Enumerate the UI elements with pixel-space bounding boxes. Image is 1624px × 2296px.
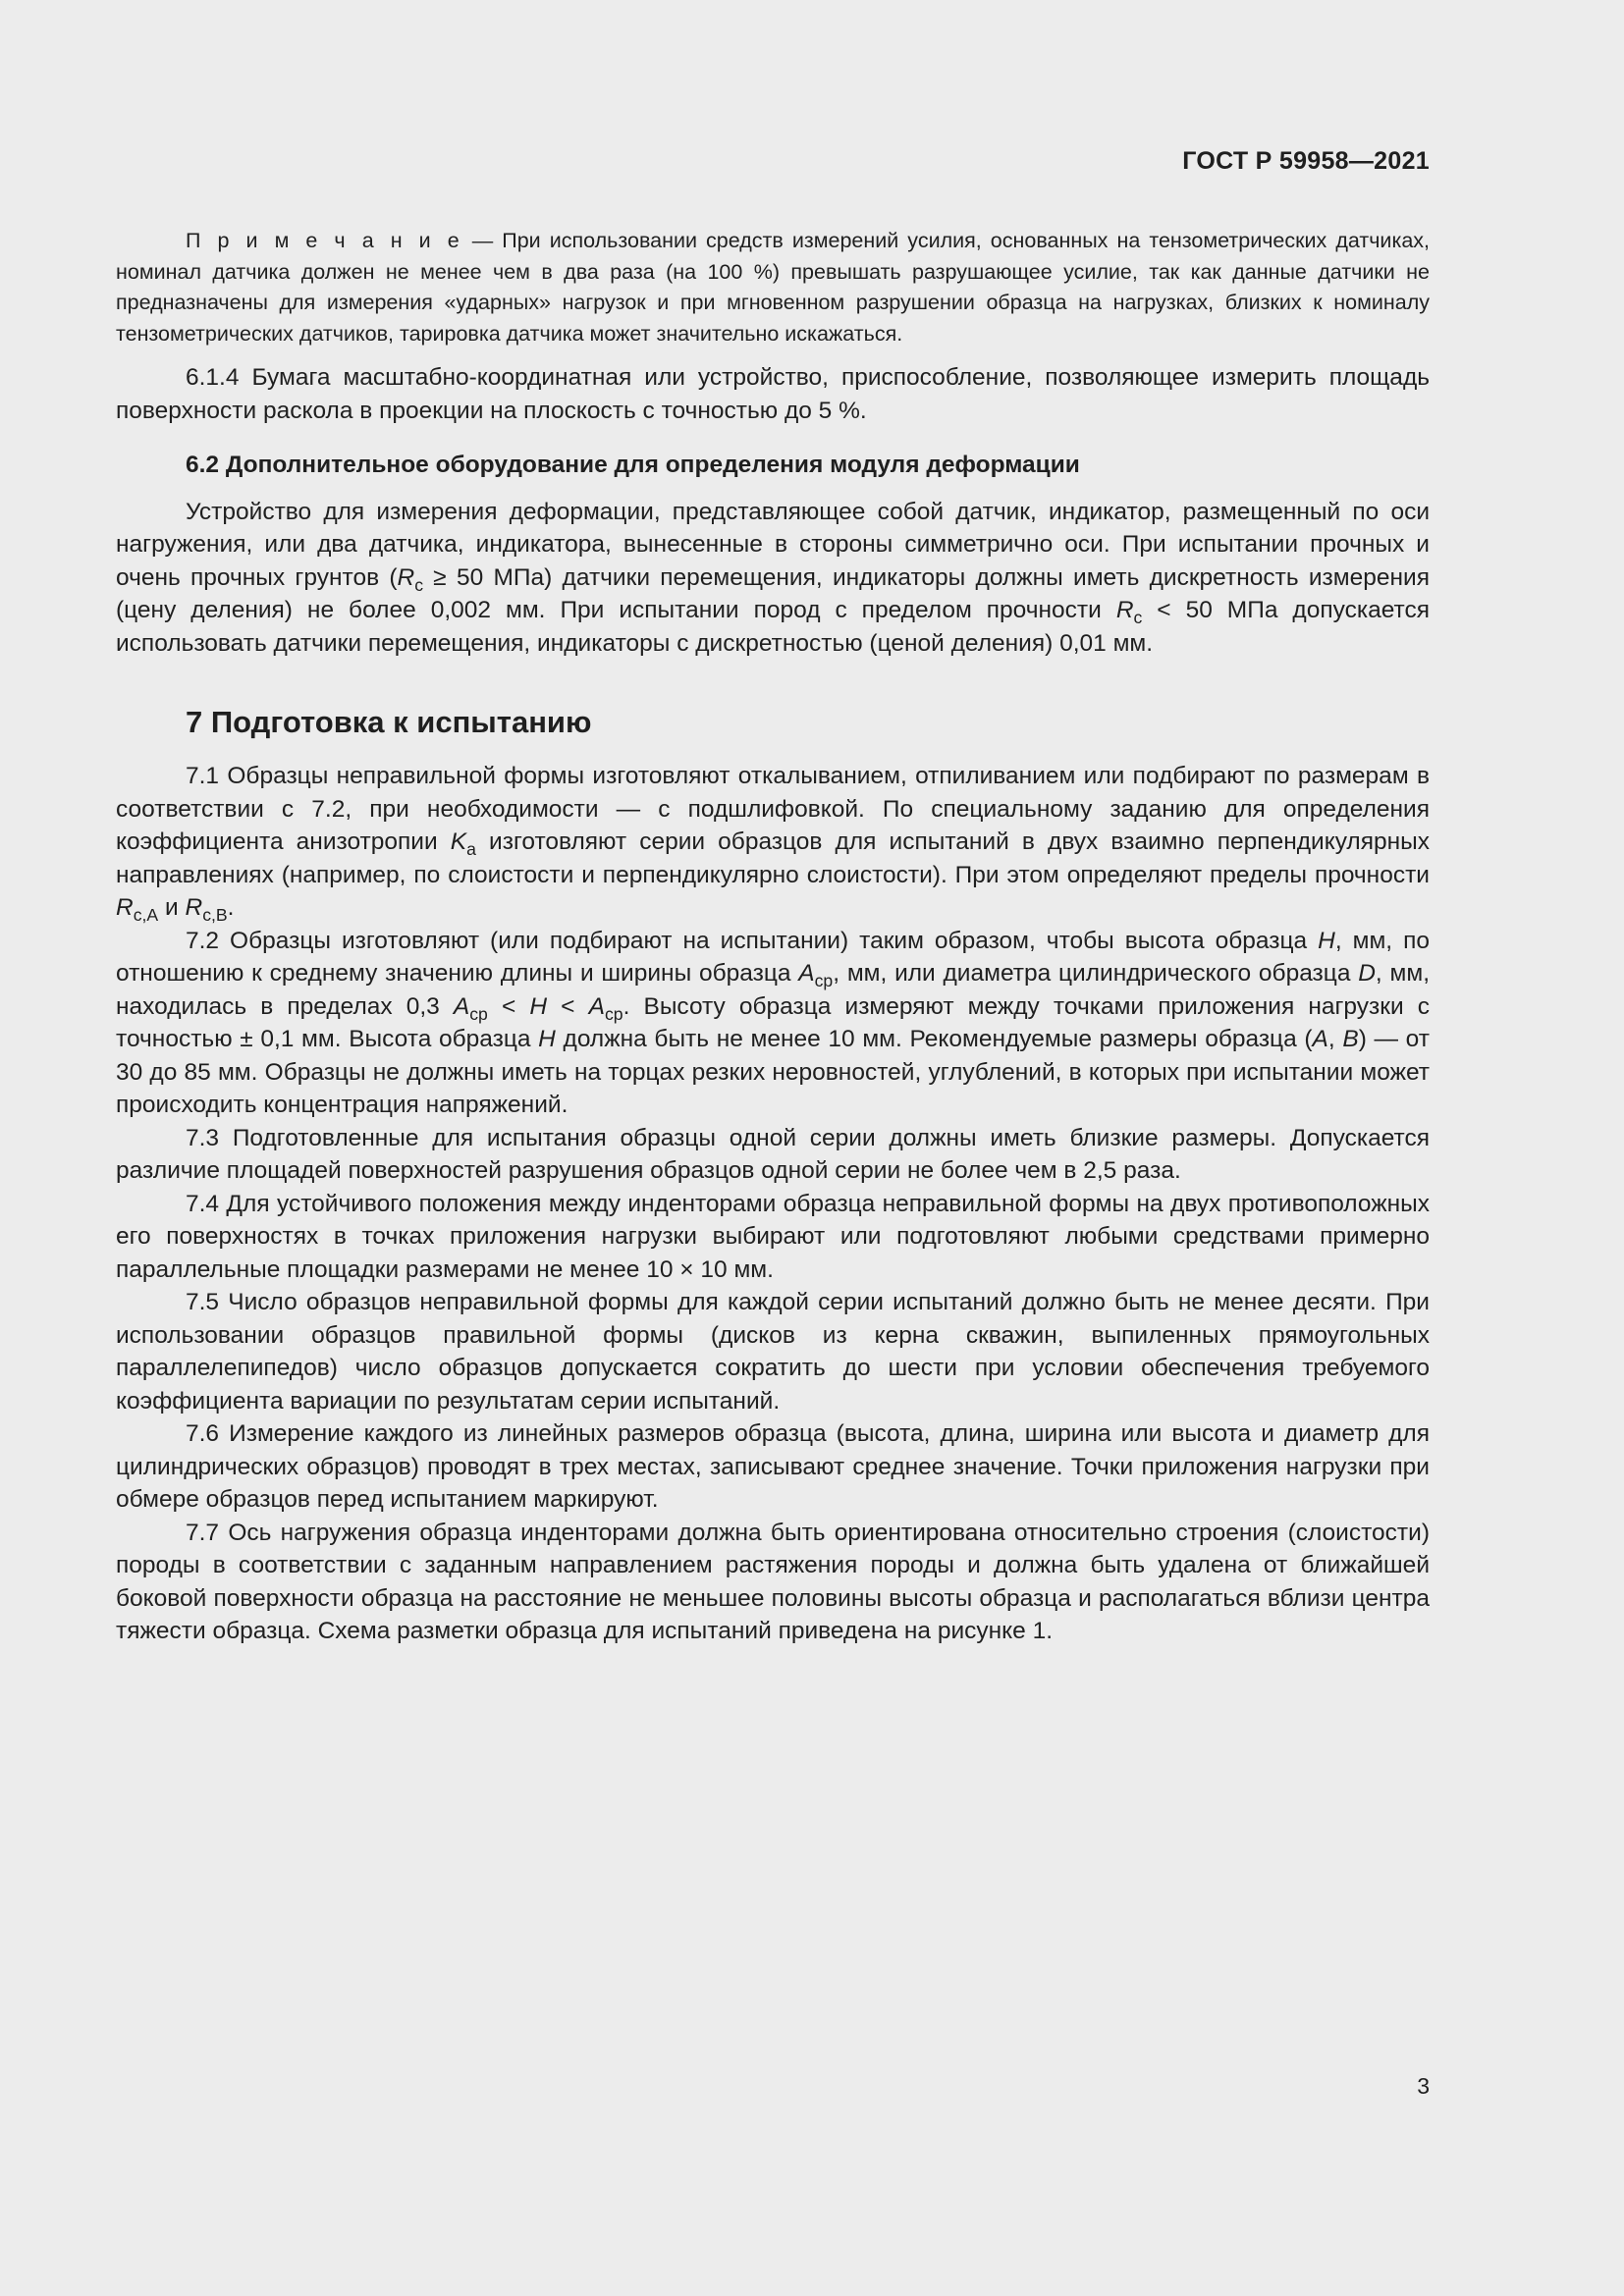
paragraph-6-1-4: 6.1.4 Бумага масштабно-координатная или устройство, приспособление, позволяющее измерить площадь поверхности раскола в проекции на плоскость с точностью до 5 %. xyxy=(116,364,1430,424)
note-text: — При использовании средств измерений усилия, основанных на тензометрических датчиках, номинал датчика должен не менее чем в два раза (на 100 %) превышать разрушающее усилие, так как данные датчики не предназначены для измерения «ударных» нагрузок и при мгновенном разрушении образца на нагрузках, близких к номиналу тензометрических датчиков, тарировка датчика может значительно искажаться. xyxy=(116,229,1430,346)
paragraph-7-6: 7.6 Измерение каждого из линейных размеров образца (высота, длина, ширина или высота и диаметр для цилиндрических образцов) проводят в трех местах, записывают среднее значение. Точки приложения нагрузки при обмере образцов перед испытанием маркируют. xyxy=(116,1420,1430,1513)
paragraph-7-3: 7.3 Подготовленные для испытания образцы одной серии должны иметь близкие размеры. Допускается различие площадей поверхностей разрушения образцов одной серии не более чем в 2,5 раза. xyxy=(116,1124,1430,1184)
paragraph-7-7: 7.7 Ось нагружения образца инденторами должна быть ориентирована относительно строения (слоистости) породы в соответствии с заданным направлением растяжения породы и должна быть удалена от ближайшей боковой поверхности образца на расстояние не меньшее половины высоты образца и располагаться вблизи центра тяжести образца. Схема разметки образца для испытаний приведена на рисунке 1. xyxy=(116,1519,1430,1644)
page-number: 3 xyxy=(1417,2073,1430,2099)
subheading-6-2: 6.2 Дополнительное оборудование для определения модуля деформации xyxy=(186,452,1080,478)
paragraph-7-4: 7.4 Для устойчивого положения между инденторами образца неправильной формы на двух противоположных его поверхностях в точках приложения нагрузки выбирают или подготовляют любыми средствами примерно параллельные площадки размерами не менее 10 × 10 мм. xyxy=(116,1190,1430,1283)
paragraph-6-2: Устройство для измерения деформации, представляющее собой датчик, индикатор, размещенный по оси нагружения, или два датчика, индикатора, вынесенные в стороны симметрично оси. При испытании прочных и очень прочных грунтов ($R_c \ge 50$ МПа) датчики перемещения, индикаторы должны иметь дискретность измерения (цену деления) не более 0,002 мм. При испытании пород с пределом прочности $R_c < 50$ МПа допускается использовать датчики перемещения, индикаторы с дискретностью (ценой деления) 0,01 мм. xyxy=(116,498,1430,657)
note-label: П р и м е ч а н и е xyxy=(186,229,463,252)
page-content xyxy=(116,226,1430,1648)
paragraph-7-5: 7.5 Число образцов неправильной формы для каждой серии испытаний должно быть не менее десяти. При использовании образцов правильной формы (дисков из керна скважин, выпиленных прямоугольных параллелепипедов) число образцов допускается сократить до шести при условии обеспечения требуемого коэффициента вариации по результатам серии испытаний. xyxy=(116,1289,1430,1415)
paragraph-7-2: 7.2 Образцы изготовляют (или подбирают на испытании) таким образом, чтобы высота образца H, мм, по отношению к среднему значению длины и ширины образца $A_{ср}$, мм, или диаметра цилиндрического образца D, мм, находилась в пределах 0,3 $A_{ср} < H < A_{ср}$. Высоту образца измеряют между точками приложения нагрузки с точностью ± 0,1 мм. Высота образца H должна быть не менее 10 мм. Рекомендуемые размеры образца (A, B) — от 30 до 85 мм. Образцы не должны иметь на торцах резких неровностей, углублений, в которых при испытании может происходить концентрация напряжений. xyxy=(116,927,1431,1118)
standard-code-header: ГОСТ Р 59958—2021 xyxy=(1182,147,1430,175)
note-paragraph xyxy=(116,226,1430,349)
section-heading-7: 7 Подготовка к испытанию xyxy=(186,705,592,739)
paragraph-7-1: 7.1 Образцы неправильной формы изготовляют откалыванием, отпиливанием или подбирают по размерам в соответствии с 7.2, при необходимости — с подшлифовкой. По специальному заданию для определения коэффициента анизотропии $K_a$ изготовляют серии образцов для испытаний в двух взаимно перпендикулярных направлениях (например, по слоистости и перпендикулярно слоистости). При этом определяют пределы прочности $R_{c,A}$ и $R_{c,B}$. xyxy=(116,763,1430,925)
